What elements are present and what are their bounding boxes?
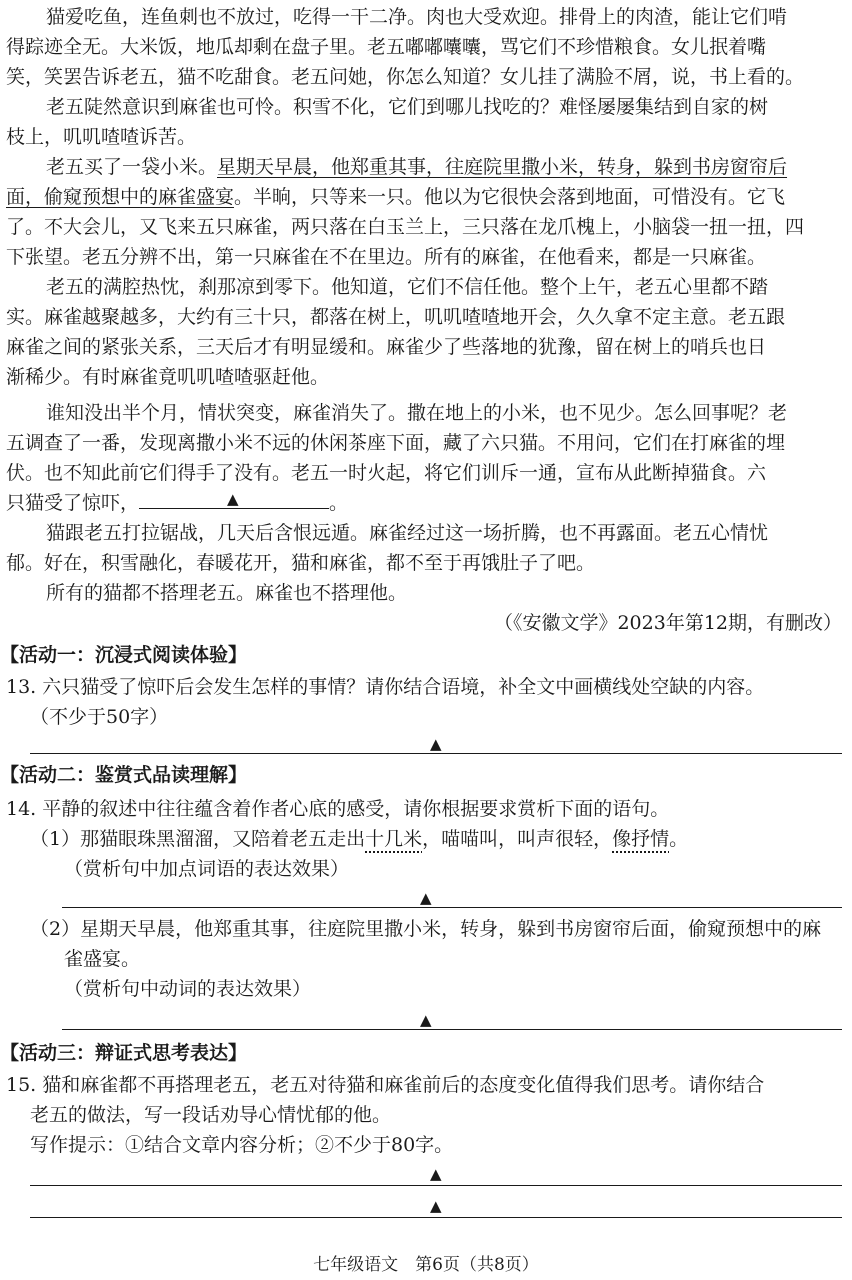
passage-line: [0, 182, 852, 212]
underlined-sentence: 星期天早晨，他郑重其事，往庭院里撒小米，转身，躲到书房窗帘后: [217, 156, 788, 178]
answer-triangle-icon: ▲: [227, 490, 239, 508]
question-14-2: （2）星期天早晨，他郑重其事，往庭院里撒小米，转身，躲到书房窗帘后面，偷窥预想中的麻: [30, 918, 822, 940]
passage-line: 郁。好在，积雪融化，春暖花开，猫和麻雀，都不至于再饿肚子了吧。: [6, 552, 596, 574]
activity-heading: 【活动三：辩证式思考表达】: [0, 1042, 248, 1064]
underlined-sentence: 面，偷窥预想中的麻雀盛宴: [6, 186, 235, 208]
question-14-1-hint: （赏析句中加点词语的表达效果）: [64, 858, 350, 880]
passage-text: 只猫受了惊吓，: [6, 492, 140, 514]
answer-line[interactable]: [30, 1216, 842, 1218]
question-15: 15. 猫和麻雀都不再搭理老五，老五对待猫和麻雀前后的态度变化值得我们思考。请你结合: [6, 1074, 765, 1096]
question-14-2-hint: （赏析句中动词的表达效果）: [64, 978, 312, 1000]
passage-line: 麻雀之间的紧张关系，三天后才有明显缓和。麻雀少了些落地的犹豫，留在树上的哨兵也日: [6, 336, 767, 358]
answer-triangle-icon: ▲: [420, 889, 432, 907]
question-text: ，喵喵叫，叫声很轻，: [422, 828, 613, 850]
question-15-cont: 老五的做法，写一段话劝导心情忧郁的他。: [30, 1104, 392, 1126]
passage-line: 实。麻雀越聚越多，大约有三十只，都落在树上，叽叽喳喳地开会，久久拿不定主意。老五跟: [6, 306, 786, 328]
fill-in-blank[interactable]: [139, 488, 329, 509]
question-13: 13. 六只猫受了惊吓后会发生怎样的事情？请你结合语境，补全文中画横线处空缺的内容。: [6, 676, 765, 698]
passage-line: 枝上，叽叽喳喳诉苦。: [6, 126, 197, 148]
answer-line[interactable]: [30, 1184, 842, 1186]
passage-line: 老五的满腔热忱，刹那凉到零下。他知道，它们不信任他。整个上午，老五心里都不踏: [46, 276, 769, 298]
passage-text: 。: [329, 492, 349, 514]
passage-line: 老五陡然意识到麻雀也可怜。积雪不化，它们到哪儿找吃的？难怪屡屡集结到自家的树: [46, 96, 769, 118]
answer-line[interactable]: [62, 1028, 842, 1030]
passage-line: 猫爱吃鱼，连鱼刺也不放过，吃得一干二净。肉也大受欢迎。排骨上的肉渣，能让它们啃: [46, 6, 788, 28]
answer-line[interactable]: [30, 752, 842, 754]
passage-line: [0, 152, 852, 182]
answer-triangle-icon: ▲: [430, 1165, 442, 1183]
dotted-word: 像抒情: [612, 828, 670, 850]
question-15-hint: 写作提示：①结合文章内容分析；②不少于80字。: [30, 1134, 454, 1156]
passage-line: 猫跟老五打拉锯战，几天后含恨远遁。麻雀经过这一场折腾，也不再露面。老五心情忧: [46, 522, 769, 544]
page-footer: 七年级语文 第6页（共8页）: [313, 1255, 539, 1275]
passage-line: 笑，笑罢告诉老五，猫不吃甜食。老五问她，你怎么知道？女儿挂了满脸不屑，说，书上看的。: [6, 66, 805, 88]
activity-heading: 【活动一：沉浸式阅读体验】: [0, 644, 248, 666]
passage-line: 下张望。老五分辨不出，第一只麻雀在不在里边。所有的麻雀，在他看来，都是一只麻雀。: [6, 246, 767, 268]
passage-line: 谁知没出半个月，情状突变，麻雀消失了。撒在地上的小米，也不见少。怎么回事呢？老: [46, 402, 788, 424]
passage-line: 得踪迹全无。大米饭，地瓜却剩在盘子里。老五嘟嘟囔囔，骂它们不珍惜粮食。女儿抿着嘴: [6, 36, 767, 58]
passage-line: 渐稀少。有时麻雀竟叽叽喳喳驱赶他。: [6, 366, 330, 388]
passage-line: 五调查了一番，发现离撒小米不远的休闲茶座下面，藏了六只猫。不用问，它们在打麻雀的埋: [6, 432, 786, 454]
answer-line[interactable]: [62, 906, 842, 908]
question-text: 。: [669, 828, 689, 850]
question-14: 14. 平静的叙述中往往蕴含着作者心底的感受，请你根据要求赏析下面的语句。: [6, 798, 670, 820]
question-13-requirement: （不少于50字）: [30, 706, 169, 728]
question-14-1: [0, 824, 852, 854]
answer-triangle-icon: ▲: [420, 1011, 432, 1029]
passage-line: [0, 488, 852, 518]
answer-triangle-icon: ▲: [430, 1197, 442, 1215]
passage-text: 老五买了一袋小米。: [46, 156, 218, 178]
question-14-2-cont: 雀盛宴。: [64, 948, 141, 970]
passage-text: 。半晌，只等来一只。他以为它很快会落到地面，可惜没有。它飞: [234, 186, 786, 208]
dotted-word: 十几米: [365, 828, 423, 850]
passage-line: 所有的猫都不搭理老五。麻雀也不搭理他。: [46, 582, 408, 604]
question-text: （1）那猫眼珠黑溜溜，又陪着老五走出: [30, 828, 366, 850]
source-citation: （《安徽文学》2023年第12期，有删改）: [493, 612, 842, 634]
passage-line: 了。不大会儿，又飞来五只麻雀，两只落在白玉兰上，三只落在龙爪槐上，小脑袋一扭一扭，四: [6, 216, 805, 238]
activity-heading: 【活动二：鉴赏式品读理解】: [0, 764, 248, 786]
passage-line: 伏。也不知此前它们得手了没有。老五一时火起，将它们训斥一通，宣布从此断掉猫食。六: [6, 462, 767, 484]
answer-triangle-icon: ▲: [430, 735, 442, 753]
